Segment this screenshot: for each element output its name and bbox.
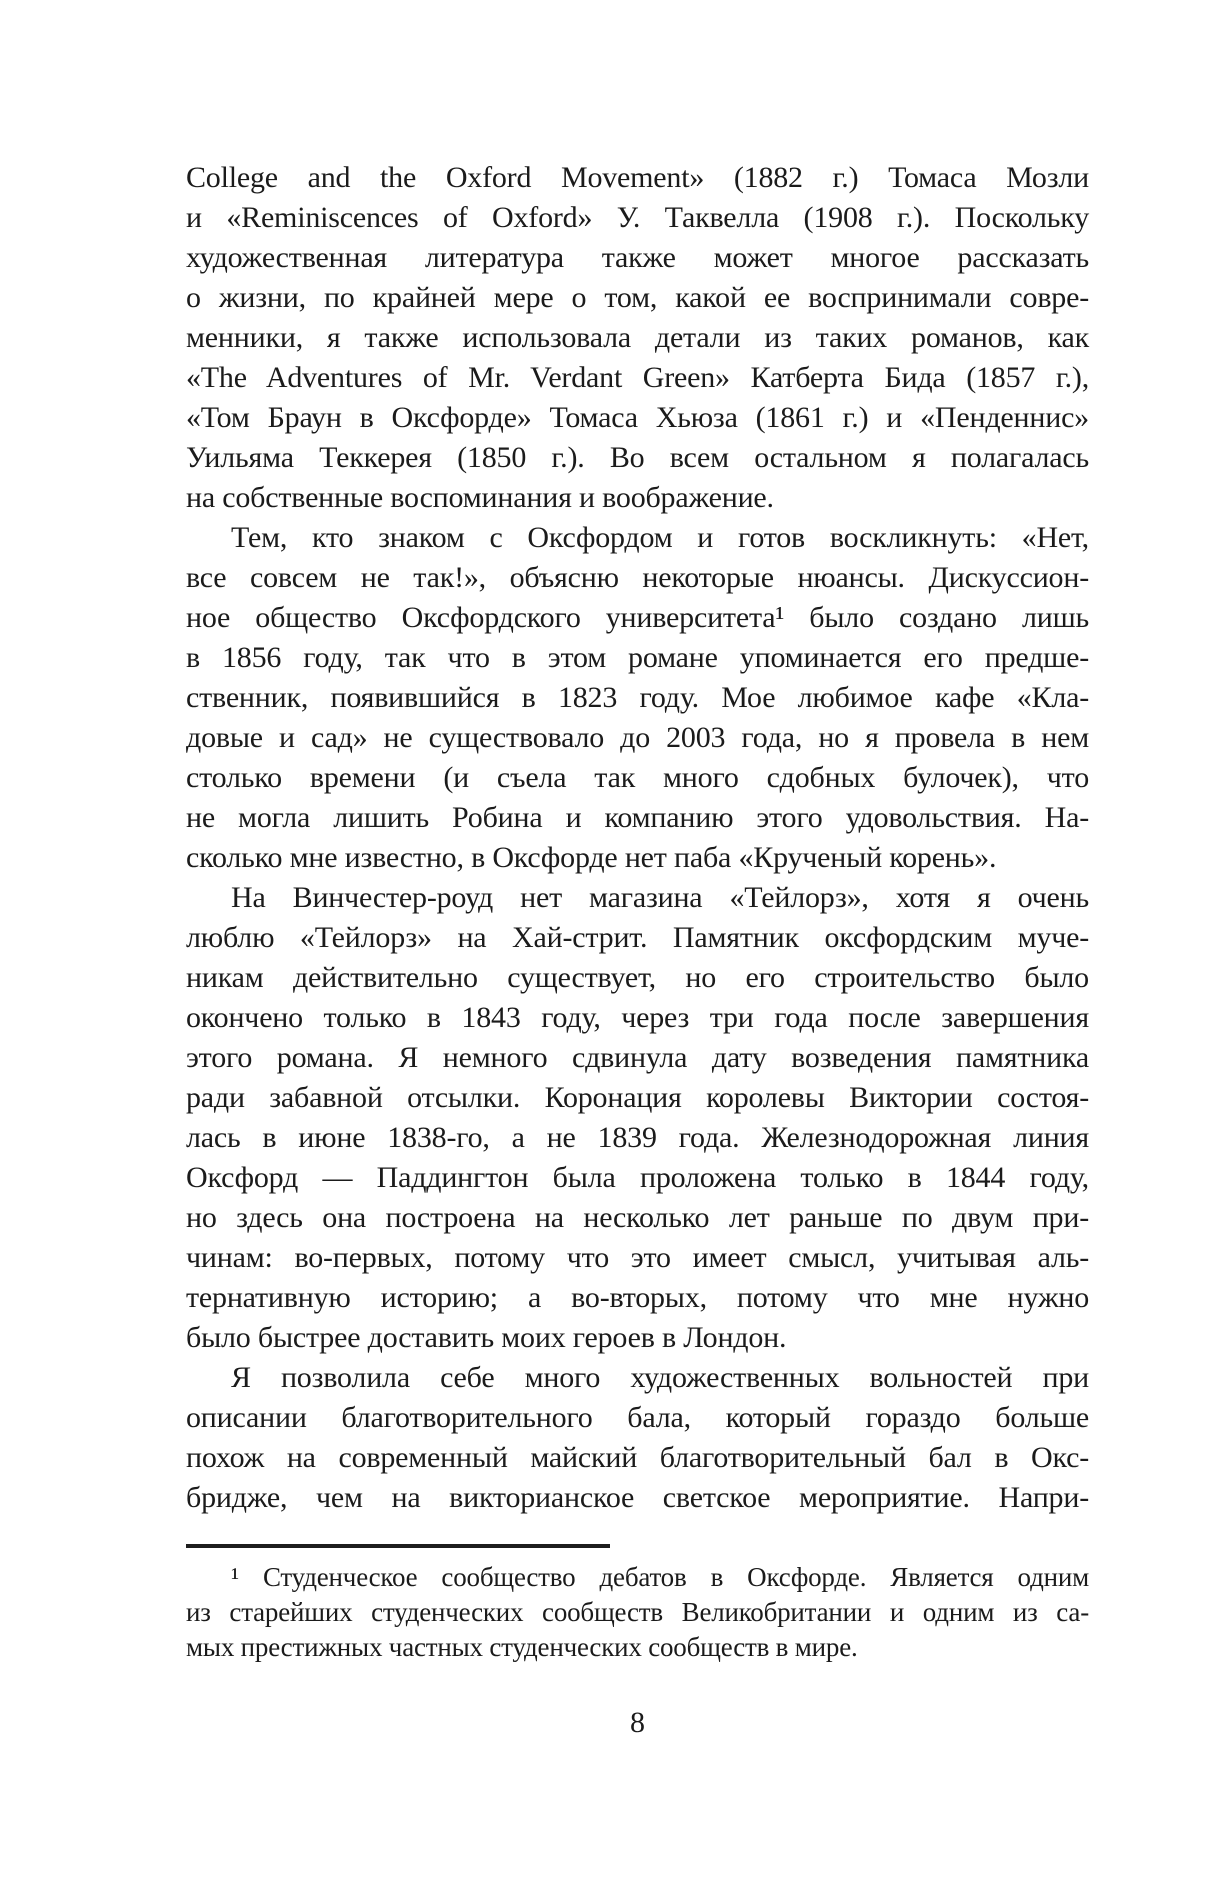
text-line: люблю «Тейлорз» на Хай-стрит. Памятник оксфордским муче- — [186, 921, 1089, 954]
text-line: «The Adventures of Mr. Verdant Green» Катберта Бида (1857 г.), — [186, 361, 1089, 394]
text-line: На Винчестер-роуд нет магазина «Тейлорз», хотя я очень — [231, 881, 1089, 914]
text-line: ное общество Оксфордского университета¹ было создано лишь — [186, 601, 1089, 634]
text-line: никам действительно существует, но его строительство было — [186, 961, 1089, 994]
text-line: College and the Oxford Movement» (1882 г.) Томаса Мозли — [186, 161, 1089, 194]
page-number: 8 — [630, 1706, 645, 1739]
text-line: бридже, чем на викторианское светское мероприятие. Напри- — [186, 1481, 1089, 1514]
footnote-divider — [186, 1544, 610, 1548]
text-line: чинам: во-первых, потому что это имеет смысл, учитывая аль- — [186, 1241, 1089, 1274]
text-line: менники, я также использовала детали из таких романов, как — [186, 321, 1089, 354]
text-line: ради забавной отсылки. Коронация королевы Виктории состоя- — [186, 1081, 1089, 1114]
text-line: сколько мне известно, в Оксфорде нет паба «Крученый корень». — [186, 841, 997, 874]
text-line: Оксфорд — Паддингтон была проложена только в 1844 году, — [186, 1161, 1089, 1194]
text-line: в 1856 году, так что в этом романе упоминается его предше- — [186, 641, 1089, 674]
text-line: все совсем не так!», объясню некоторые нюансы. Дискуссион- — [186, 561, 1089, 594]
text-line: Тем, кто знаком с Оксфордом и готов воскликнуть: «Нет, — [231, 521, 1089, 554]
text-line: похож на современный майский благотворительный бал в Окс- — [186, 1441, 1089, 1474]
text-line: не могла лишить Робина и компанию этого удовольствия. На- — [186, 801, 1089, 834]
footnote-line: из старейших студенческих сообществ Великобритании и одним из са- — [186, 1597, 1089, 1627]
footnote-line: ¹ Студенческое сообщество дебатов в Оксфорде. Является одним — [231, 1562, 1089, 1592]
main-text-block — [186, 158, 1089, 1518]
text-line: лась в июне 1838-го, а не 1839 года. Железнодорожная линия — [186, 1121, 1089, 1154]
text-line: Уильяма Теккерея (1850 г.). Во всем остальном я полагалась — [186, 441, 1089, 474]
text-line: довые и сад» не существовало до 2003 года, но я провела в нем — [186, 721, 1089, 754]
text-line: ственник, появившийся в 1823 году. Мое любимое кафе «Кла- — [186, 681, 1089, 714]
footnote-line: мых престижных частных студенческих сообществ в мире. — [186, 1632, 858, 1662]
text-line: но здесь она построена на несколько лет раньше по двум при- — [186, 1201, 1089, 1234]
footnote-block — [186, 1560, 1089, 1665]
text-line: окончено только в 1843 году, через три года после завершения — [186, 1001, 1089, 1034]
text-line: о жизни, по крайней мере о том, какой ее воспринимали совре- — [186, 281, 1089, 314]
text-line: описании благотворительного бала, который гораздо больше — [186, 1401, 1089, 1434]
text-line: на собственные воспоминания и воображение. — [186, 481, 774, 514]
text-line: «Том Браун в Оксфорде» Томаса Хьюза (1861 г.) и «Пенденнис» — [186, 401, 1089, 434]
text-line: было быстрее доставить моих героев в Лондон. — [186, 1321, 787, 1354]
text-line: и «Reminiscences of Oxford» У. Таквелла (1908 г.). Поскольку — [186, 201, 1089, 234]
text-line: художественная литература также может многое рассказать — [186, 241, 1089, 274]
text-line: этого романа. Я немного сдвинула дату возведения памятника — [186, 1041, 1089, 1074]
text-line: Я позволила себе много художественных вольностей при — [231, 1361, 1089, 1394]
text-line: тернативную историю; а во-вторых, потому что мне нужно — [186, 1281, 1089, 1314]
text-line: столько времени (и съела так много сдобных булочек), что — [186, 761, 1089, 794]
